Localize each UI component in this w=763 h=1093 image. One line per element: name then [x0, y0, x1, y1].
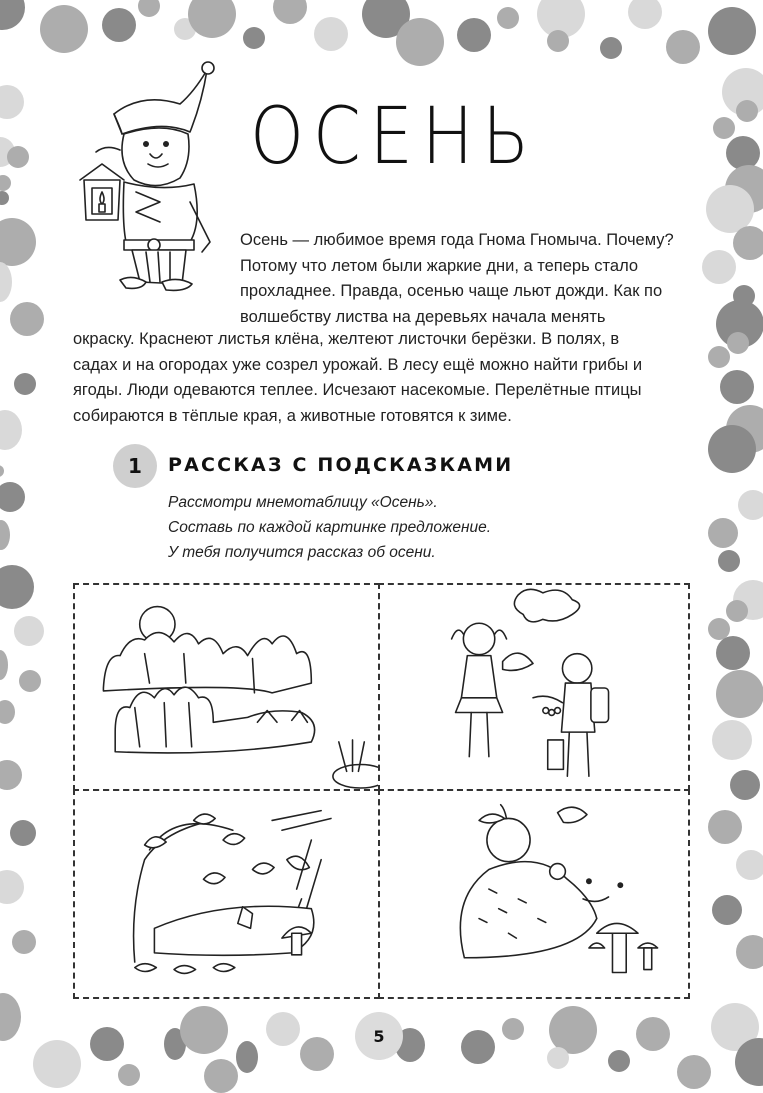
dot — [738, 490, 763, 520]
dot — [0, 262, 12, 302]
dot — [712, 895, 742, 925]
dot — [0, 870, 24, 904]
dot — [10, 302, 44, 336]
dot — [727, 332, 749, 354]
mnemonic-table — [73, 583, 690, 999]
dot — [718, 550, 740, 572]
autumn-forest-icon — [75, 585, 378, 789]
task-title: РАССКАЗ С ПОДСКАЗКАМИ — [168, 454, 514, 476]
dot — [708, 346, 730, 368]
page-number: 5 — [373, 1026, 385, 1046]
text-line: волшебству листва на деревьях начала менять — [240, 307, 606, 326]
dot — [628, 0, 662, 29]
dot — [266, 1012, 300, 1046]
dot — [736, 850, 763, 880]
task-instructions — [168, 490, 491, 565]
dot — [733, 226, 763, 260]
dot — [636, 1017, 670, 1051]
dot — [138, 0, 160, 17]
dot — [716, 636, 750, 670]
dot — [708, 425, 756, 473]
hedgehog-with-apple-icon — [380, 791, 688, 997]
dot — [677, 1055, 711, 1089]
dot — [0, 218, 36, 266]
dot — [10, 820, 36, 846]
dot — [243, 27, 265, 49]
dot — [180, 1006, 228, 1054]
dot — [600, 37, 622, 59]
dot — [730, 770, 760, 800]
instruction-line: У тебя получится рассказ об осени. — [168, 544, 436, 561]
dot — [0, 465, 4, 477]
task-number-badge: 1 — [113, 444, 157, 488]
dot — [0, 760, 22, 790]
dot — [708, 7, 756, 55]
dot — [702, 250, 736, 284]
children-with-leaves-icon — [380, 585, 688, 789]
page-number-badge — [355, 1012, 403, 1060]
body-paragraph — [73, 327, 642, 429]
text-line: садах и на огородах уже созрел урожай. В лесу ещё можно найти грибы и — [73, 355, 643, 374]
dot — [33, 1040, 81, 1088]
dot — [712, 720, 752, 760]
picture-cell-rain — [73, 789, 380, 999]
picture-cell-hedgehog — [378, 789, 690, 999]
dot — [0, 520, 10, 550]
dot — [12, 930, 36, 954]
dot — [666, 30, 700, 64]
dot — [457, 18, 491, 52]
text-line: собираются в тёплые края, а животные готовятся к зиме. — [73, 406, 512, 425]
dot — [396, 18, 444, 66]
dot — [0, 191, 9, 205]
dot — [204, 1059, 238, 1093]
dot — [726, 600, 748, 622]
dot — [497, 7, 519, 29]
text-line: ягоды. Люди одеваются теплее. Исчезают насекомые. Перелётные птицы — [73, 381, 642, 399]
dot — [708, 810, 742, 844]
dot — [0, 482, 25, 512]
dot — [713, 117, 735, 139]
dot — [0, 85, 24, 119]
instruction-line: Составь по каждой картинке предложение. — [168, 519, 492, 536]
gnome-with-lantern-illustration — [62, 52, 232, 292]
dot — [273, 0, 307, 24]
dot — [0, 700, 15, 724]
tree-wind-rain-icon — [75, 791, 378, 997]
dot — [40, 5, 88, 53]
picture-cell-children — [378, 583, 690, 791]
dot — [102, 8, 136, 42]
dot — [0, 650, 8, 680]
dot — [236, 1041, 258, 1073]
dot — [502, 1018, 524, 1040]
text-line: Потому что летом были жаркие дни, а теперь стало — [240, 256, 639, 275]
dot — [547, 1047, 569, 1069]
dot — [736, 935, 763, 969]
dot — [14, 616, 44, 646]
dot — [547, 30, 569, 52]
dot — [0, 993, 21, 1041]
dot — [736, 100, 758, 122]
text-line: Осень — любимое время года Гнома Гномыча. Почему? — [240, 231, 674, 249]
dot — [118, 1064, 140, 1086]
dot — [720, 370, 754, 404]
dot — [0, 565, 34, 609]
instruction-line: Рассмотри мнемотаблицу «Осень». — [168, 494, 438, 511]
dot — [461, 1030, 495, 1064]
dot — [0, 0, 25, 30]
dot — [90, 1027, 124, 1061]
page-title: ОСЕНЬ — [250, 92, 539, 182]
dot — [300, 1037, 334, 1071]
dot — [7, 146, 29, 168]
dot — [716, 670, 763, 718]
intro-paragraph — [240, 228, 674, 330]
picture-cell-forest — [73, 583, 380, 791]
dot — [314, 17, 348, 51]
dot — [19, 670, 41, 692]
dot — [608, 1050, 630, 1072]
dot — [0, 410, 22, 450]
dot — [14, 373, 36, 395]
dot — [708, 518, 738, 548]
dot — [0, 175, 11, 191]
text-line: окраску. Краснеют листья клёна, желтеют листочки берёзки. В полях, в — [73, 330, 620, 348]
text-line: прохладнее. Правда, осенью чаще льют дожди. Как по — [240, 282, 663, 300]
